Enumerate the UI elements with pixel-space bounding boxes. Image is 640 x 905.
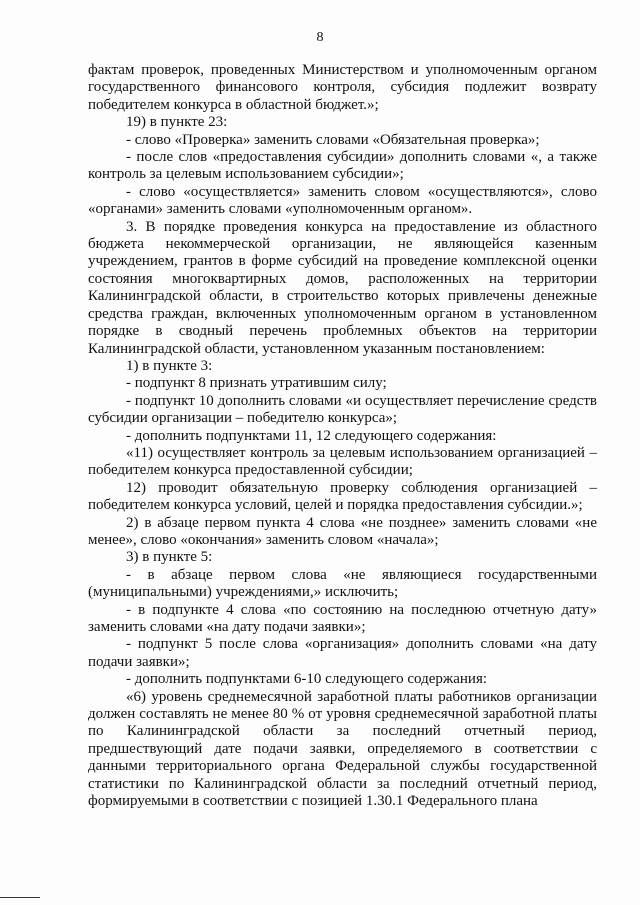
paragraph: - подпункт 10 дополнить словами «и осуществляет перечисление средств субсидии организации – победителю конкурса»; [88,392,597,427]
paragraph: - подпункт 5 после слова «организация» дополнить словами «на дату подачи заявки»; [88,636,597,670]
paragraph: фактам проверок, проведенных Министерством и уполномоченным органом государственного финансового контроля, субсидия подлежит возврату победителем конкурса в областной бюджет.»; [88,62,597,113]
page-number: 8 [316,30,324,45]
paragraph: «11) осуществляет контроль за целевым использованием организацией – победителем конкурса предоставленной субсидии; [88,444,597,479]
paragraph: 2) в абзаце первом пункта 4 слова «не позднее» заменить словами «не менее», слово «окончания» заменить словом «начала»; [88,514,597,548]
paragraph: - после слов «предоставления субсидии» дополнить словами «, а также контроль за целевым использованием субсидии»; [88,149,597,183]
document-body [88,62,597,810]
paragraph: - в подпункте 4 слова «по состоянию на последнюю отчетную дату» заменить словами «на дату подачи заявки»; [88,601,597,635]
paragraph: - слово «Проверка» заменить словами «Обязательная проверка»; [126,131,540,148]
paragraph: 3) в пункте 5: [126,549,213,566]
paragraph: - подпункт 8 признать утратившим силу; [126,375,387,392]
paragraph: «6) уровень среднемесячной заработной платы работников организации должен составлять не менее 80 % от уровня среднемесячной заработной платы по Калининградской области за последний отчетный период, предшествующий дате подачи заявки, определяемого в соответствии с данными территориального органа Федеральной службы государственной статистики по Калининградской области за последний отчетный период, формируемыми в соответствии с позицией 1.30.1 Федерального плана [88,688,597,810]
paragraph: 19) в пункте 23: [126,114,228,131]
paragraph: 3. В порядке проведения конкурса на предоставление из областного бюджета некоммерческой организации, не являющейся казенным учреждением, грантов в форме субсидий на проведение комплексной оценки состояния многоквартирных домов, расположенных на территории Калининградской области, в строительство которых привлечены денежные средства граждан, включенных уполномоченным органом в установленном порядке в сводный перечень проблемных объектов на территории Калининградской области, установленном указанным постановлением: [88,218,597,357]
paragraph: - слово «осуществляется» заменить словом «осуществляются», слово «органами» заменить словами «уполномоченным органом». [88,183,597,218]
paragraph: - дополнить подпунктами 6-10 следующего содержания: [126,671,488,688]
paragraph: 12) проводит обязательную проверку соблюдения организацией – победителем конкурса условий, целей и порядка предоставления субсидии.»; [88,479,597,514]
paragraph: - в абзаце первом слова «не являющиеся государственными (муниципальными) учреждениями,» исключить; [88,566,597,601]
footer-rule [0,897,40,898]
paragraph: 1) в пункте 3: [126,357,213,374]
paragraph: - дополнить подпунктами 11, 12 следующего содержания: [126,427,497,444]
